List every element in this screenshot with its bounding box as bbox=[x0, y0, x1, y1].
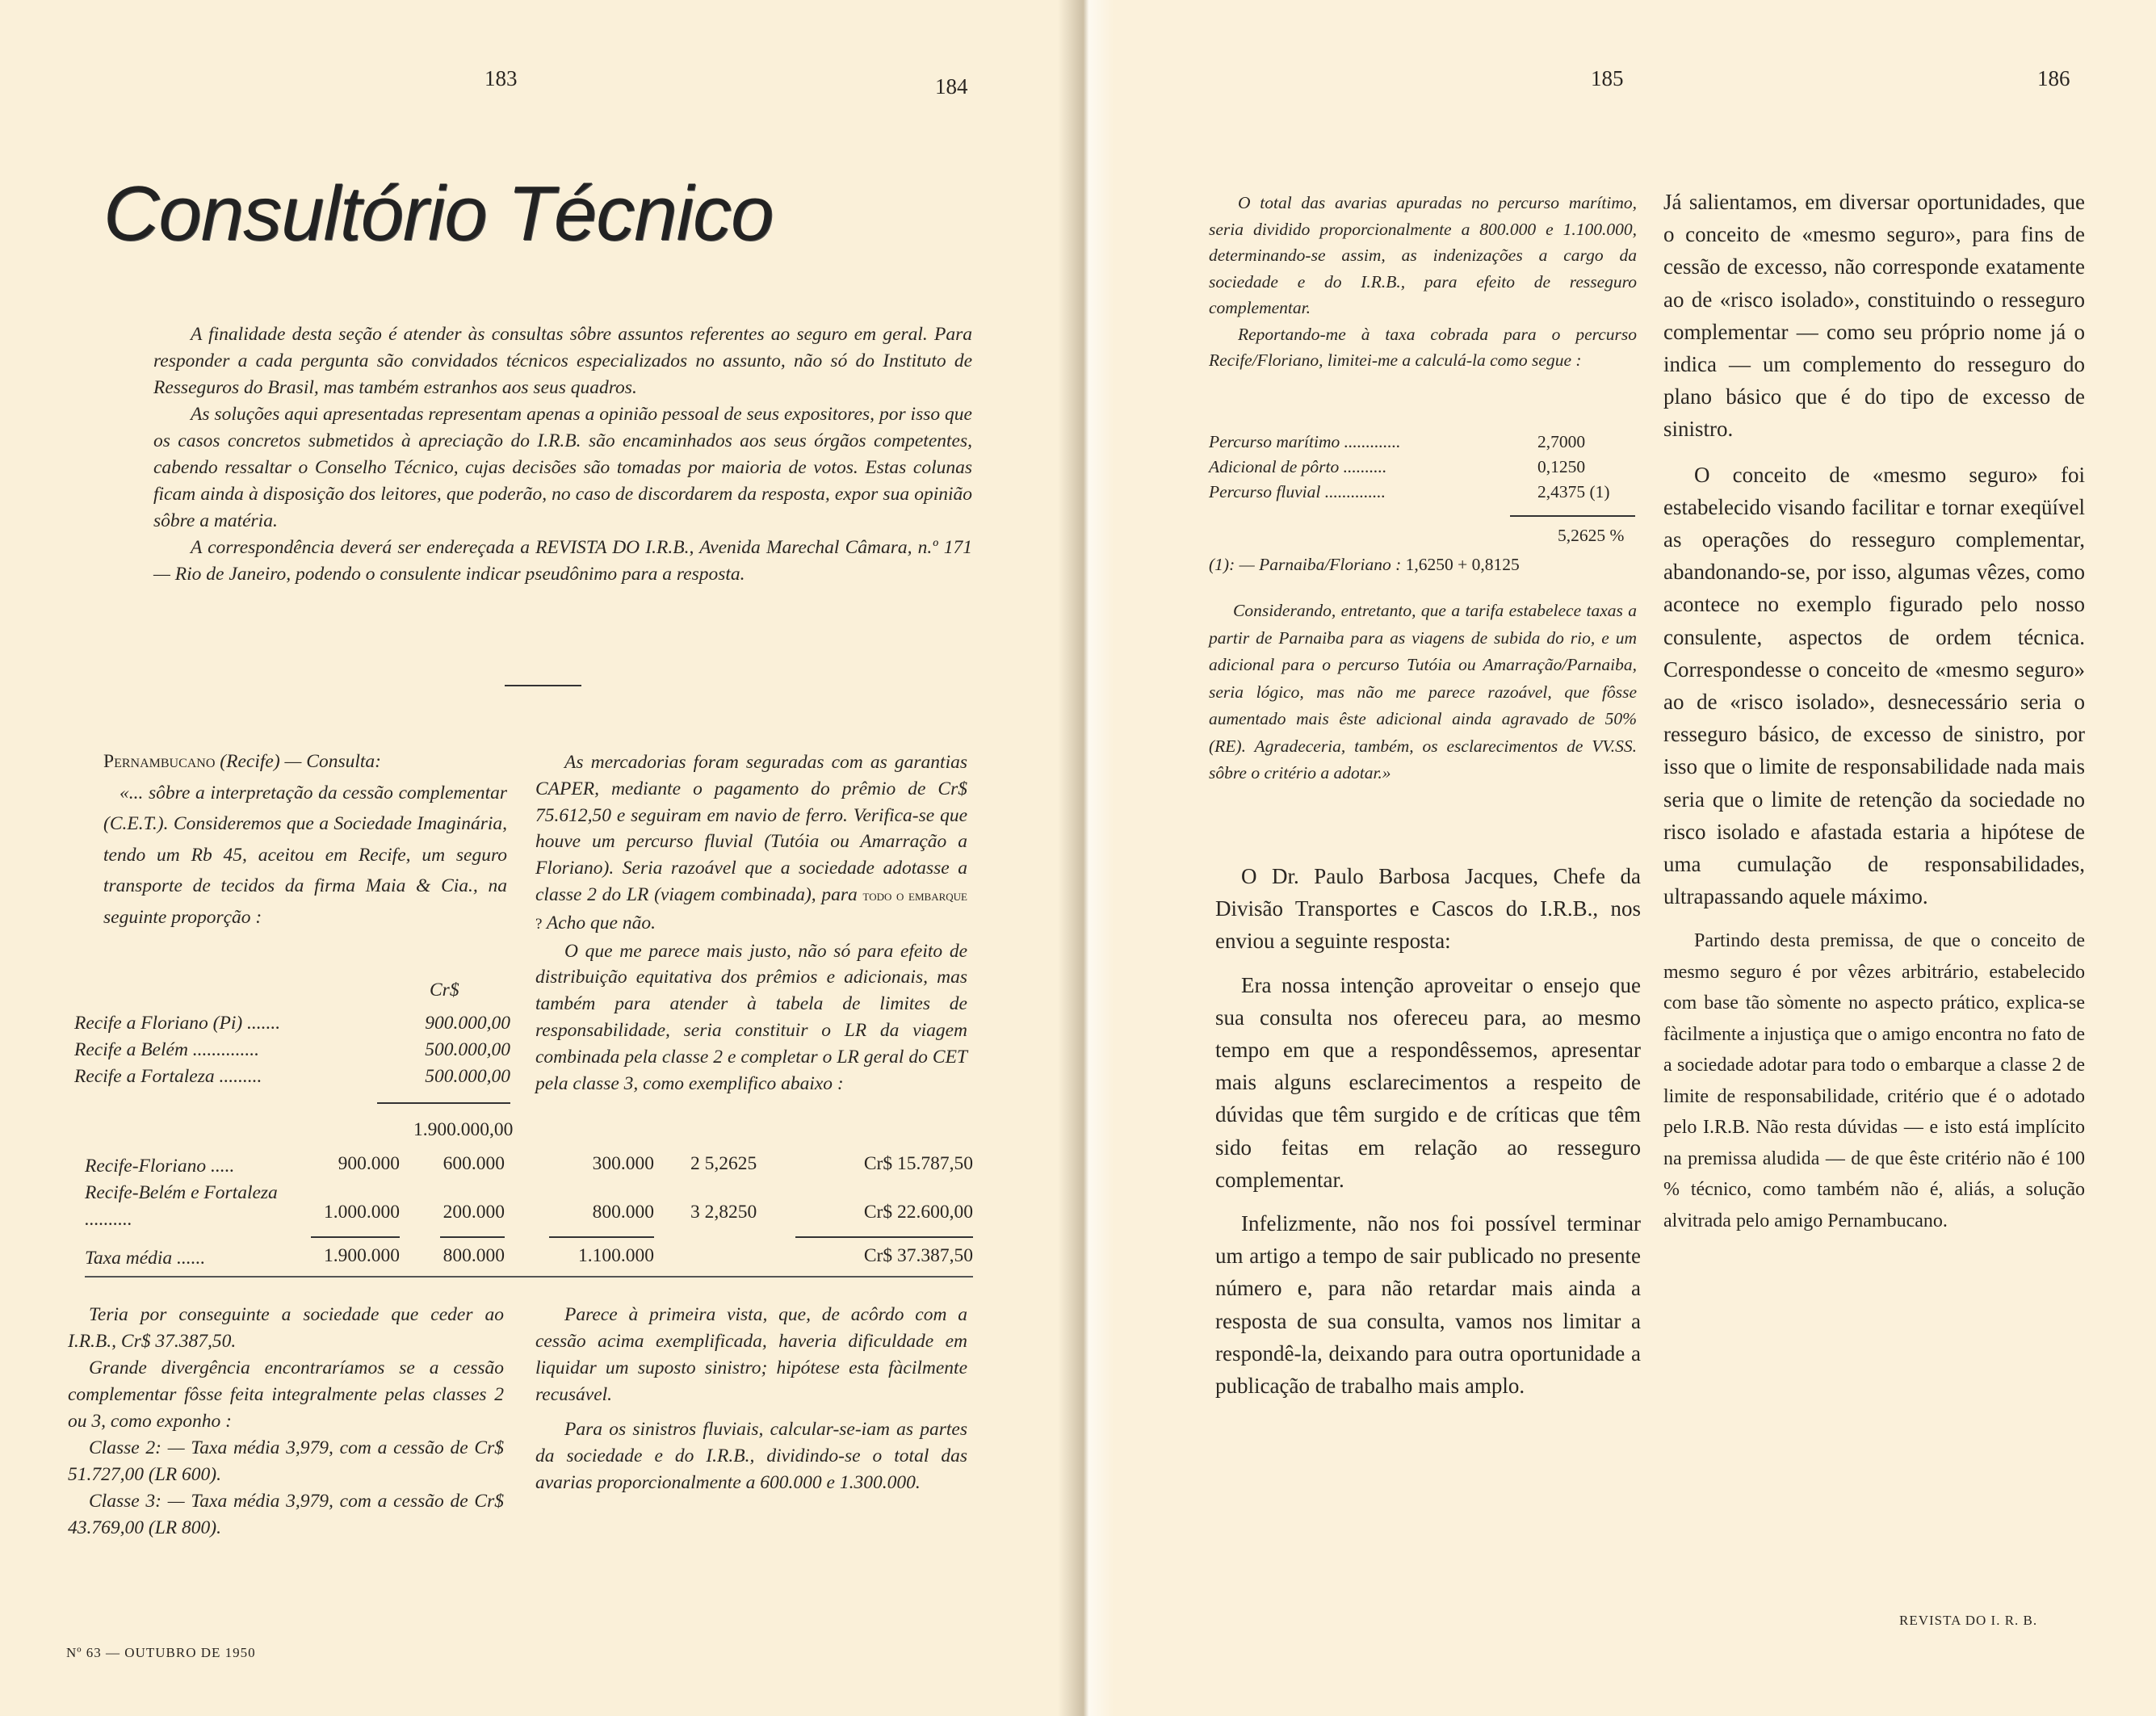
intro-paragraph: A correspondência deverá ser endereçada a REVISTA DO I.R.B., Avenida Marechal Câmara, n.º 171 — Rio de Janeiro, podendo o consulente indicar pseudônimo para a resposta. bbox=[153, 537, 972, 585]
paragraph: O que me parece mais justo, não só para efeito de distribuição equitativa dos prêmios e adicionais, mas também para atender à tabela de limites de responsabilidade, seria constituir o LR da viagem combinada pela classe 2 e completar o LR geral do CET pela classe 3, como exemplifico abaixo : bbox=[535, 940, 967, 1094]
caps-phrase: todo o embarque ? bbox=[535, 887, 967, 933]
note-label: (1): — Parnaiba/Floriano : bbox=[1209, 555, 1402, 574]
page-number-186: 186 bbox=[2037, 66, 2070, 90]
sum-rule bbox=[549, 1236, 654, 1238]
paragraph: As mercadorias foram seguradas com as garantias CAPER, mediante o pagamento do prêmio de Cr$ 75.612,50 e seguiram em navio de ferro. Verifica-se que houve um percurso fluvial (Tutóia ou Amarração a Floriano). Seria razoável que a sociedade adotasse a classe 2 do LR (viagem combinada), para bbox=[535, 752, 967, 905]
note-value: 1,6250 + 0,8125 bbox=[1405, 555, 1520, 574]
column3-top bbox=[1209, 190, 1637, 374]
column3-answer bbox=[1215, 860, 1641, 1402]
row-label: Recife-Floriano ..... bbox=[85, 1156, 235, 1177]
column3-mid bbox=[1209, 598, 1637, 787]
cell: 2 5,2625 bbox=[690, 1153, 757, 1174]
rate-value: 2,4375 (1) bbox=[1537, 482, 1610, 501]
cell: 800.000 bbox=[592, 1202, 654, 1223]
rate-label: Adicional de pôrto .......... bbox=[1209, 457, 1387, 476]
rate-value: 0,1250 bbox=[1537, 457, 1586, 476]
paragraph: Era nossa intenção aproveitar o ensejo que sua consulta nos ofereceu para, ao mesmo tempo em que a respondêssemos, apresentar mais alguns esclarecimentos a respeito de dúvidas que têm surgido e de críticas que têm sido feitas em relação ao resseguro complementar. bbox=[1215, 972, 1641, 1192]
column2-bottom bbox=[535, 1302, 967, 1496]
paragraph: O Dr. Paulo Barbosa Jacques, Chefe da Divisão Transportes e Cascos do I.R.B., nos enviou a seguinte resposta: bbox=[1215, 864, 1641, 954]
journal-footer: REVISTA DO I. R. B. bbox=[1899, 1613, 2038, 1628]
consulta-header: (Recife) — Consulta: bbox=[220, 751, 382, 772]
column1-bottom bbox=[68, 1302, 504, 1542]
intro-section bbox=[153, 321, 972, 588]
sum-rule bbox=[377, 1102, 510, 1104]
route-value: 500.000,00 bbox=[425, 1039, 510, 1060]
book-gutter bbox=[1058, 0, 1114, 1716]
route-value: 500.000,00 bbox=[425, 1066, 510, 1087]
row-label: Taxa média ...... bbox=[85, 1248, 206, 1269]
rate-value: 2,7000 bbox=[1537, 432, 1586, 451]
intro-paragraph: A finalidade desta seção é atender às consultas sôbre assuntos referentes ao seguro em geral. Para responder a cada pergunta são convidados técnicos especializados no assunto, não só do Instituto de Resseguros do Brasil, mas também estranhos aos seus quadros. bbox=[153, 324, 972, 398]
paragraph: O total das avarias apuradas no percurso marítimo, seria dividido proporcionalmente a 800.000 e 1.100.000, determinando-se assim, as indenizações a cargo da sociedade e do I.R.B., para efeito de resseguro complementar. bbox=[1209, 193, 1637, 317]
page-number-184: 184 bbox=[935, 74, 968, 99]
currency-header: Cr$ bbox=[430, 980, 459, 1001]
cell: Cr$ 22.600,00 bbox=[863, 1202, 973, 1223]
route-label: Recife a Belém .............. bbox=[74, 1039, 260, 1060]
cell: 1.900.000 bbox=[324, 1245, 400, 1266]
route-value: 900.000,00 bbox=[425, 1013, 510, 1034]
paragraph: Reportando-me à taxa cobrada para o percurso Recife/Floriano, limitei-me a calculá-la como segue : bbox=[1209, 324, 1637, 370]
route-label: Recife a Floriano (Pi) ....... bbox=[74, 1013, 281, 1034]
rate-label: Percurso fluvial .............. bbox=[1209, 482, 1386, 501]
consulta-author: Pernambucano bbox=[103, 751, 216, 772]
rate-total: 5,2625 % bbox=[1558, 526, 1625, 545]
paragraph: Considerando, entretanto, que a tarifa estabelece taxas a partir de Parnaiba para as viagens de subida do rio, e um adicional para o percurso Tutóia ou Amarração/Parnaiba, seria lógico, mas não me parece razoável, que fôsse aumentado mais êste adicional ainda agravado de 50% (RE). Agradeceria, também, os esclarecimentos de VV.SS. sôbre o critério a adotar.» bbox=[1209, 601, 1637, 782]
rate-label: Percurso marítimo ............. bbox=[1209, 432, 1401, 451]
route-label: Recife a Fortaleza ......... bbox=[74, 1066, 262, 1087]
paragraph: Teria por conseguinte a sociedade que ceder ao I.R.B., Cr$ 37.387,50. bbox=[68, 1304, 504, 1352]
cell: 800.000 bbox=[443, 1245, 505, 1266]
paragraph: Já salientamos, em diversar oportunidades, que o conceito de «mesmo seguro», para fins de cessão de excesso, não corresponde exatamente ao de «risco isolado», constituindo o resseguro complementar — como seu próprio nome já o indica — um complemento do resseguro do plano básico que é do tipo de excesso de sinistro. bbox=[1663, 190, 2085, 442]
sum-rule bbox=[795, 1236, 973, 1238]
section-divider bbox=[505, 685, 581, 686]
table-bottom-rule bbox=[85, 1276, 973, 1278]
cell: 900.000 bbox=[338, 1153, 400, 1174]
cell: 3 2,8250 bbox=[690, 1202, 757, 1223]
route-total: 1.900.000,00 bbox=[413, 1119, 514, 1140]
paragraph: Partindo desta premissa, de que o conceito de mesmo seguro é por vêzes arbitrário, estabelecido com base tão sòmente no aspecto prático, explica-se fàcilmente a injustiça que o amigo encontra no fato de a sociedade adotar para todo o embarque a classe 2 de limite de responsabilidade, critério que é o adotado pelo I.R.B. Não resta dúvidas — e isto está implícito na premissa aludida — de que êste critério não é 100 % técnico, como também não é, aliás, a solução alvitrada pelo amigo Pernambucano. bbox=[1663, 930, 2085, 1231]
cell: 1.000.000 bbox=[324, 1202, 400, 1223]
paragraph: Parece à primeira vista, que, de acôrdo com a cessão acima exemplificada, haveria dificuldade em liquidar um suposto sinistro; hipótese esta fàcilmente recusável. bbox=[535, 1304, 967, 1405]
column4 bbox=[1663, 186, 2085, 1236]
sum-rule bbox=[311, 1236, 400, 1238]
cell: 300.000 bbox=[592, 1153, 654, 1174]
paragraph: Classe 2: — Taxa média 3,979, com a cessão de Cr$ 51.727,00 (LR 600). bbox=[68, 1437, 504, 1485]
table-row bbox=[74, 1010, 510, 1037]
inline-text: Acho que não. bbox=[546, 912, 656, 934]
page-number-185: 185 bbox=[1591, 66, 1624, 90]
cell: 600.000 bbox=[443, 1153, 505, 1174]
issue-footer: Nº 63 — OUTUBRO DE 1950 bbox=[66, 1645, 256, 1660]
table-row bbox=[74, 1037, 510, 1064]
distribution-table bbox=[85, 1153, 973, 1294]
rate-table bbox=[1209, 432, 1637, 581]
paragraph: Para os sinistros fluviais, calcular-se-iam as partes da sociedade e do I.R.B., dividindo-se o total das avarias proporcionalmente a 600.000 e 1.300.000. bbox=[535, 1419, 967, 1493]
paragraph: Classe 3: — Taxa média 3,979, com a cessão de Cr$ 43.769,00 (LR 800). bbox=[68, 1491, 504, 1538]
sum-rule bbox=[440, 1236, 505, 1238]
row-label: Recife-Belém e Fortaleza .......... bbox=[85, 1182, 278, 1230]
paragraph: O conceito de «mesmo seguro» foi estabelecido visando facilitar e tornar exeqüível as operações do resseguro complementar, abandonando-se, por isso, algumas vêzes, como acontece no exemplo figurado pelo nosso consulente, aspectos de ordem técnica. Correspondesse o conceito de «mesmo seguro» ao de «risco isolado», desnecessário seria o resseguro básico, de excesso de sinistro, por isso que o limite de responsabilidade nada mais seria que o limite de retenção da sociedade no risco isolado e afastada estaria a hipótese de uma cumulação de responsabilidades, ultrapassando aquele máximo. bbox=[1663, 462, 2085, 909]
paragraph: Grande divergência encontraríamos se a cessão complementar fôsse feita integralmente pelas classes 2 ou 3, como exponho : bbox=[68, 1357, 504, 1432]
consulta-body: «... sôbre a interpretação da cessão complementar (C.E.T.). Consideremos que a Sociedade Imaginária, tendo um Rb 45, aceitou em Recife, um seguro transporte de tecidos da firma Maia & Cia., na seguinte proporção : bbox=[103, 782, 507, 928]
page-number-183: 183 bbox=[484, 66, 518, 90]
sum-rule bbox=[1510, 515, 1635, 517]
table-row bbox=[74, 1064, 510, 1090]
consulta-question bbox=[103, 746, 507, 933]
cell: 1.100.000 bbox=[578, 1245, 654, 1266]
page-title: Consultório Técnico bbox=[103, 170, 774, 257]
intro-paragraph: As soluções aqui apresentadas representam apenas a opinião pessoal de seus expositores, por isso que os casos concretos submetidos à apreciação do I.R.B. são encaminhados aos seus órgãos competentes, cabendo ressaltar o Conselho Técnico, cujas decisões são tomadas por maioria de votos. Estas colunas ficam ainda à disposição dos leitores, que poderão, no caso de discordarem da resposta, expor sua opinião sôbre a matéria. bbox=[153, 404, 972, 531]
paragraph: Infelizmente, não nos foi possível terminar um artigo a tempo de sair publicado no presente número e, para não retardar mais ainda a resposta de sua consulta, vamos nos limitar a respondê-la, deixando para outra oportunidade a publicação de trabalho mais amplo. bbox=[1215, 1211, 1641, 1399]
cell: 200.000 bbox=[443, 1202, 505, 1223]
cell: Cr$ 37.387,50 bbox=[863, 1245, 973, 1266]
cell: Cr$ 15.787,50 bbox=[863, 1153, 973, 1174]
column2-top bbox=[535, 749, 967, 1097]
